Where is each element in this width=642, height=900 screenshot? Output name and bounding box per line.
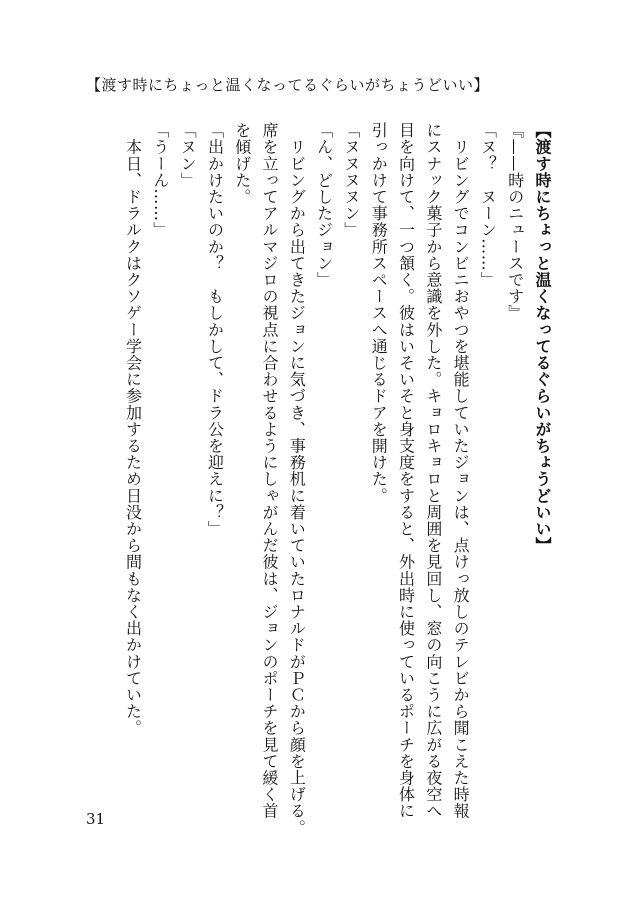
body-text <box>119 122 556 836</box>
page-number: 31 <box>86 810 106 828</box>
text-line: 「ヌン」 <box>178 122 198 189</box>
running-header: 【渡す時にちょっと温くなってるぐらいがちょうどいい】 <box>86 76 490 94</box>
text-line: リビングから出てきたジョンに気づき、事務机に着いていたロナルドがＰＣから顔を上げる。 <box>287 122 307 836</box>
text-line: 「出かけたいのか？ もしかして、ドラ公を迎えに？」 <box>205 122 225 537</box>
text-line: 『——時のニュースです』 <box>505 122 525 322</box>
text-line: 「ヌ？ ヌーン……」 <box>478 122 498 288</box>
text-line: 席を立ってアルマジロの視点に合わせるようにしゃがんだ彼は、ジョンのポーチを見て緩く首 <box>260 122 280 820</box>
text-line: リビングでコンビニおやつを堪能していたジョンは、点けっ放しのテレビから聞こえた時報 <box>451 122 471 820</box>
text-line: を傾げた。 <box>232 122 252 205</box>
text-line: 「うーん……」 <box>150 122 170 239</box>
text-line: 本日、ドラルクはクソゲー学会に参加するため日没から間もなく出かけていた。 <box>123 122 143 737</box>
text-line: にスナック菓子から意識を外した。キョロキョロと周囲を見回し、窓の向こうに広がる夜空へ <box>423 122 443 820</box>
text-line: 目を向けて、一つ頷く。彼はいそいそと身支度をすると、外出時に使っているポーチを身体に <box>396 122 416 820</box>
text-line: 引っかけて事務所スペースへ通じるドアを開けた。 <box>369 122 389 504</box>
text-line: 「ヌヌヌヌン」 <box>341 122 361 239</box>
chapter-title: 【渡す時にちょっと温くなってるぐらいがちょうどいい】 <box>533 122 552 554</box>
text-line: 「ん、どしたジョン」 <box>314 122 334 288</box>
